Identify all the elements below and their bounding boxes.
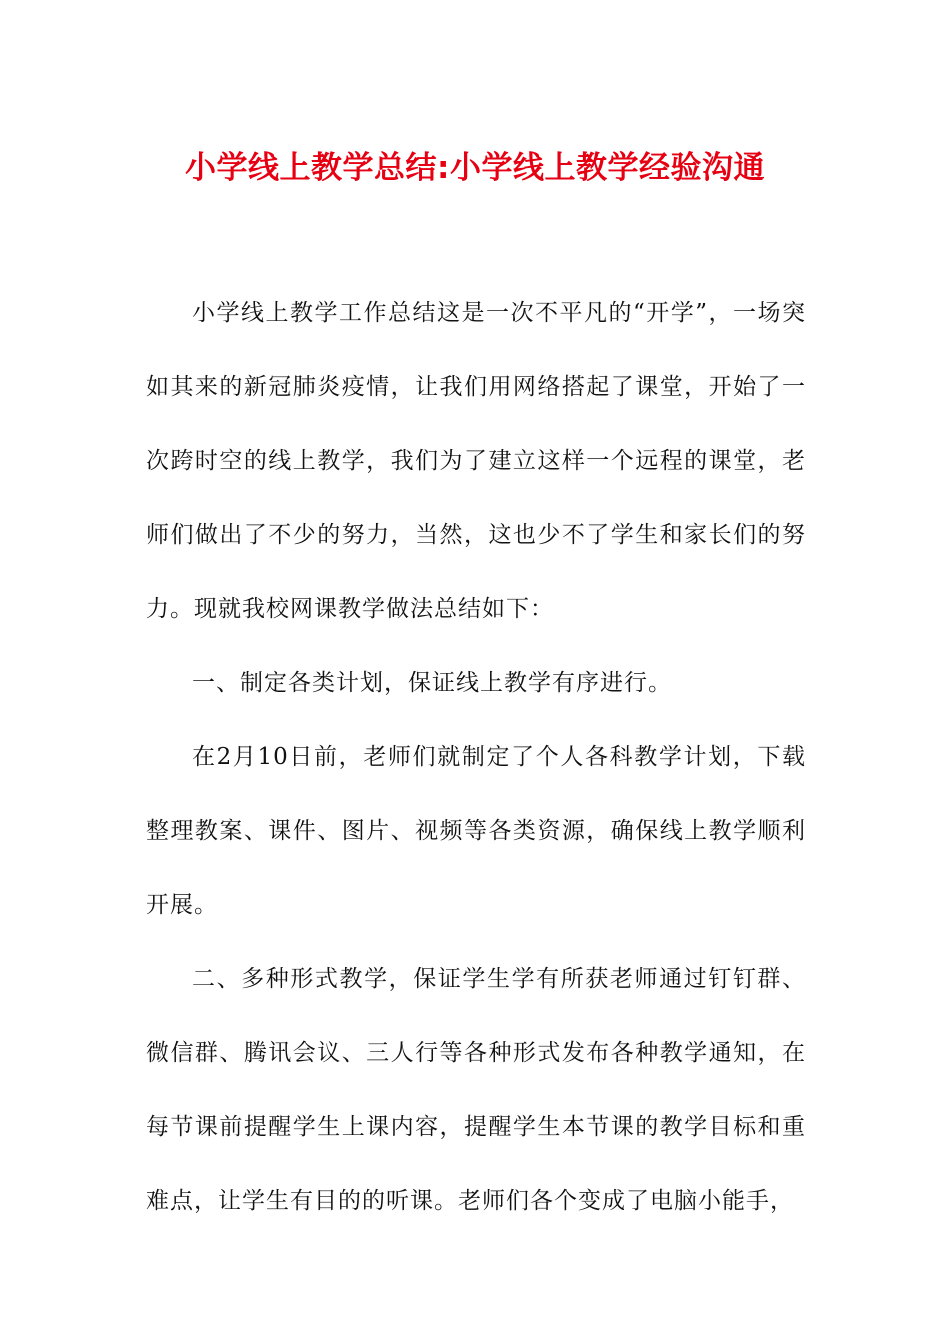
document-body bbox=[146, 276, 806, 1238]
paragraph-intro: 小学线上教学工作总结这是一次不平凡的“开学”，一场突如其来的新冠肺炎疫情，让我们用网络搭起了课堂，开始了一次跨时空的线上教学，我们为了建立这样一个远程的课堂，老师们做出了不少的努力，当然，这也少不了学生和家长们的努力。现就我校网课教学做法总结如下： bbox=[146, 300, 806, 622]
paragraph-plans: 在2月10日前，老师们就制定了个人各科教学计划，下载整理教案、课件、图片、视频等各类资源，确保线上教学顺利开展。 bbox=[146, 744, 806, 918]
paragraph-heading-one: 一、制定各类计划，保证线上教学有序进行。 bbox=[192, 670, 672, 696]
document-title: 小学线上教学总结:小学线上教学经验沟通 bbox=[185, 150, 765, 186]
paragraph-heading-two: 二、多种形式教学，保证学生学有所获老师通过钉钉群、微信群、腾讯会议、三人行等各种形式发布各种教学通知，在每节课前提醒学生上课内容，提醒学生本节课的教学目标和重难点，让学生有目的的听课。老师们各个变成了电脑小能手， bbox=[146, 966, 806, 1214]
